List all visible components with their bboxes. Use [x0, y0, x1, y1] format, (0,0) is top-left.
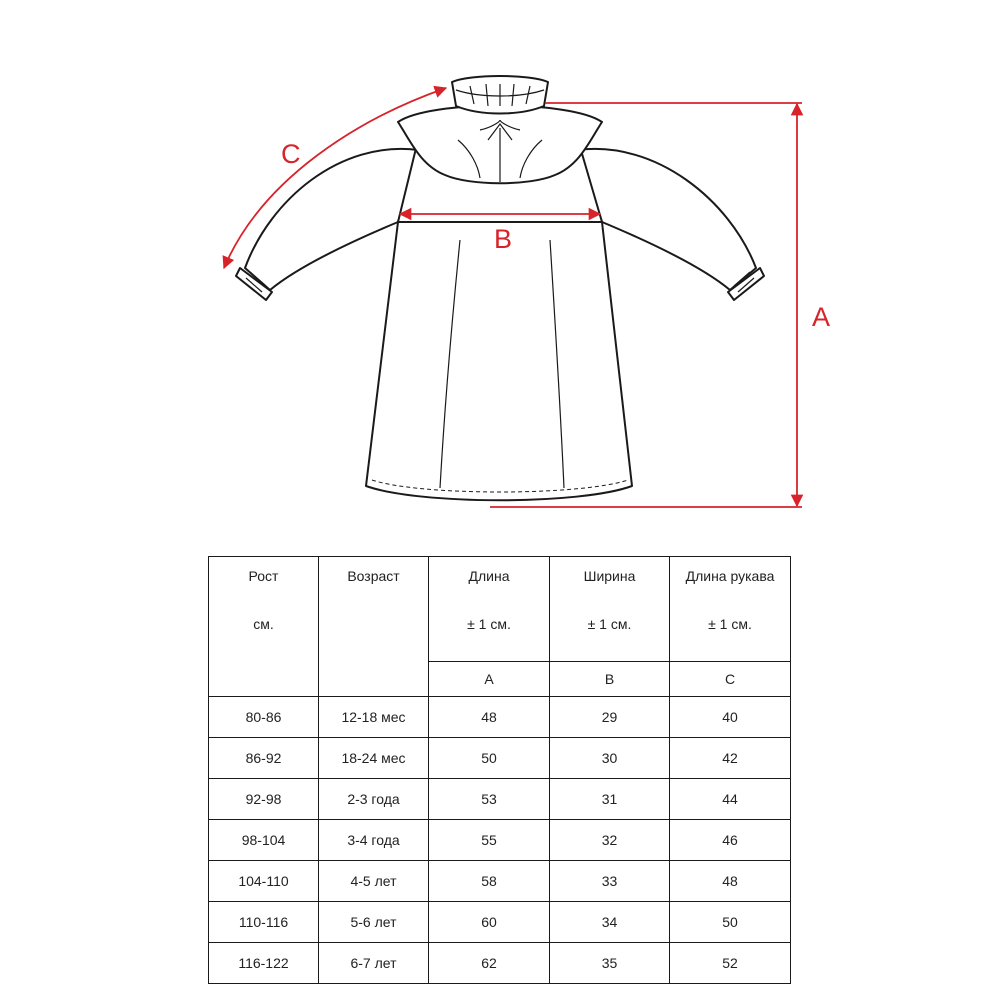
dimension-label-c: C: [281, 139, 301, 169]
size-table: [208, 556, 791, 984]
header-row: [209, 557, 791, 662]
cell-length: 60: [429, 902, 550, 943]
header-line2: см.: [253, 616, 274, 632]
table-row: [209, 697, 791, 738]
cell-height: 104-110: [209, 861, 319, 902]
cell-height: 116-122: [209, 943, 319, 984]
cell-length: 62: [429, 943, 550, 984]
header-height: [209, 557, 319, 697]
table-row: [209, 820, 791, 861]
cell-width: 29: [550, 697, 670, 738]
table-row: [209, 738, 791, 779]
header-line1: Длина: [468, 568, 510, 584]
cell-age: 2-3 года: [319, 779, 429, 820]
cell-length: 55: [429, 820, 550, 861]
cell-height: 98-104: [209, 820, 319, 861]
cell-length: 53: [429, 779, 550, 820]
header-width: [550, 557, 670, 662]
cell-height: 92-98: [209, 779, 319, 820]
cell-sleeve: 42: [670, 738, 791, 779]
dimension-label-b: B: [494, 224, 513, 254]
header-line1: Длина рукава: [685, 568, 775, 584]
header-line1: Возраст: [347, 568, 400, 584]
subheader-c: C: [670, 662, 791, 697]
cell-sleeve: 46: [670, 820, 791, 861]
cell-width: 34: [550, 902, 670, 943]
table-row: [209, 902, 791, 943]
header-line2: ± 1 см.: [708, 616, 752, 632]
cell-length: 58: [429, 861, 550, 902]
cell-age: 6-7 лет: [319, 943, 429, 984]
cell-sleeve: 44: [670, 779, 791, 820]
cell-width: 30: [550, 738, 670, 779]
cell-height: 86-92: [209, 738, 319, 779]
cell-sleeve: 50: [670, 902, 791, 943]
cell-sleeve: 48: [670, 861, 791, 902]
header-line2: ± 1 см.: [587, 616, 632, 632]
cell-length: 48: [429, 697, 550, 738]
subheader-a: A: [429, 662, 550, 697]
dress-skirt: [366, 222, 632, 500]
cell-age: 3-4 года: [319, 820, 429, 861]
header-line1: Ширина: [583, 568, 636, 584]
cell-length: 50: [429, 738, 550, 779]
header-age: [319, 557, 429, 697]
cell-age: 4-5 лет: [319, 861, 429, 902]
header-line2: ± 1 см.: [467, 616, 511, 632]
table-row: [209, 943, 791, 984]
cell-age: 18-24 мес: [319, 738, 429, 779]
cell-width: 31: [550, 779, 670, 820]
cell-age: 12-18 мес: [319, 697, 429, 738]
header-length: [429, 557, 550, 662]
header-sleeve-length: [670, 557, 791, 662]
size-table-body: [209, 557, 791, 984]
subheader-b: B: [550, 662, 670, 697]
cell-width: 33: [550, 861, 670, 902]
cell-width: 32: [550, 820, 670, 861]
table-row: [209, 779, 791, 820]
cell-height: 110-116: [209, 902, 319, 943]
cell-width: 35: [550, 943, 670, 984]
cell-sleeve: 52: [670, 943, 791, 984]
table-row: [209, 861, 791, 902]
dimension-label-a: A: [812, 302, 831, 332]
cell-sleeve: 40: [670, 697, 791, 738]
header-line1: Рост: [248, 568, 279, 584]
cell-height: 80-86: [209, 697, 319, 738]
cell-age: 5-6 лет: [319, 902, 429, 943]
